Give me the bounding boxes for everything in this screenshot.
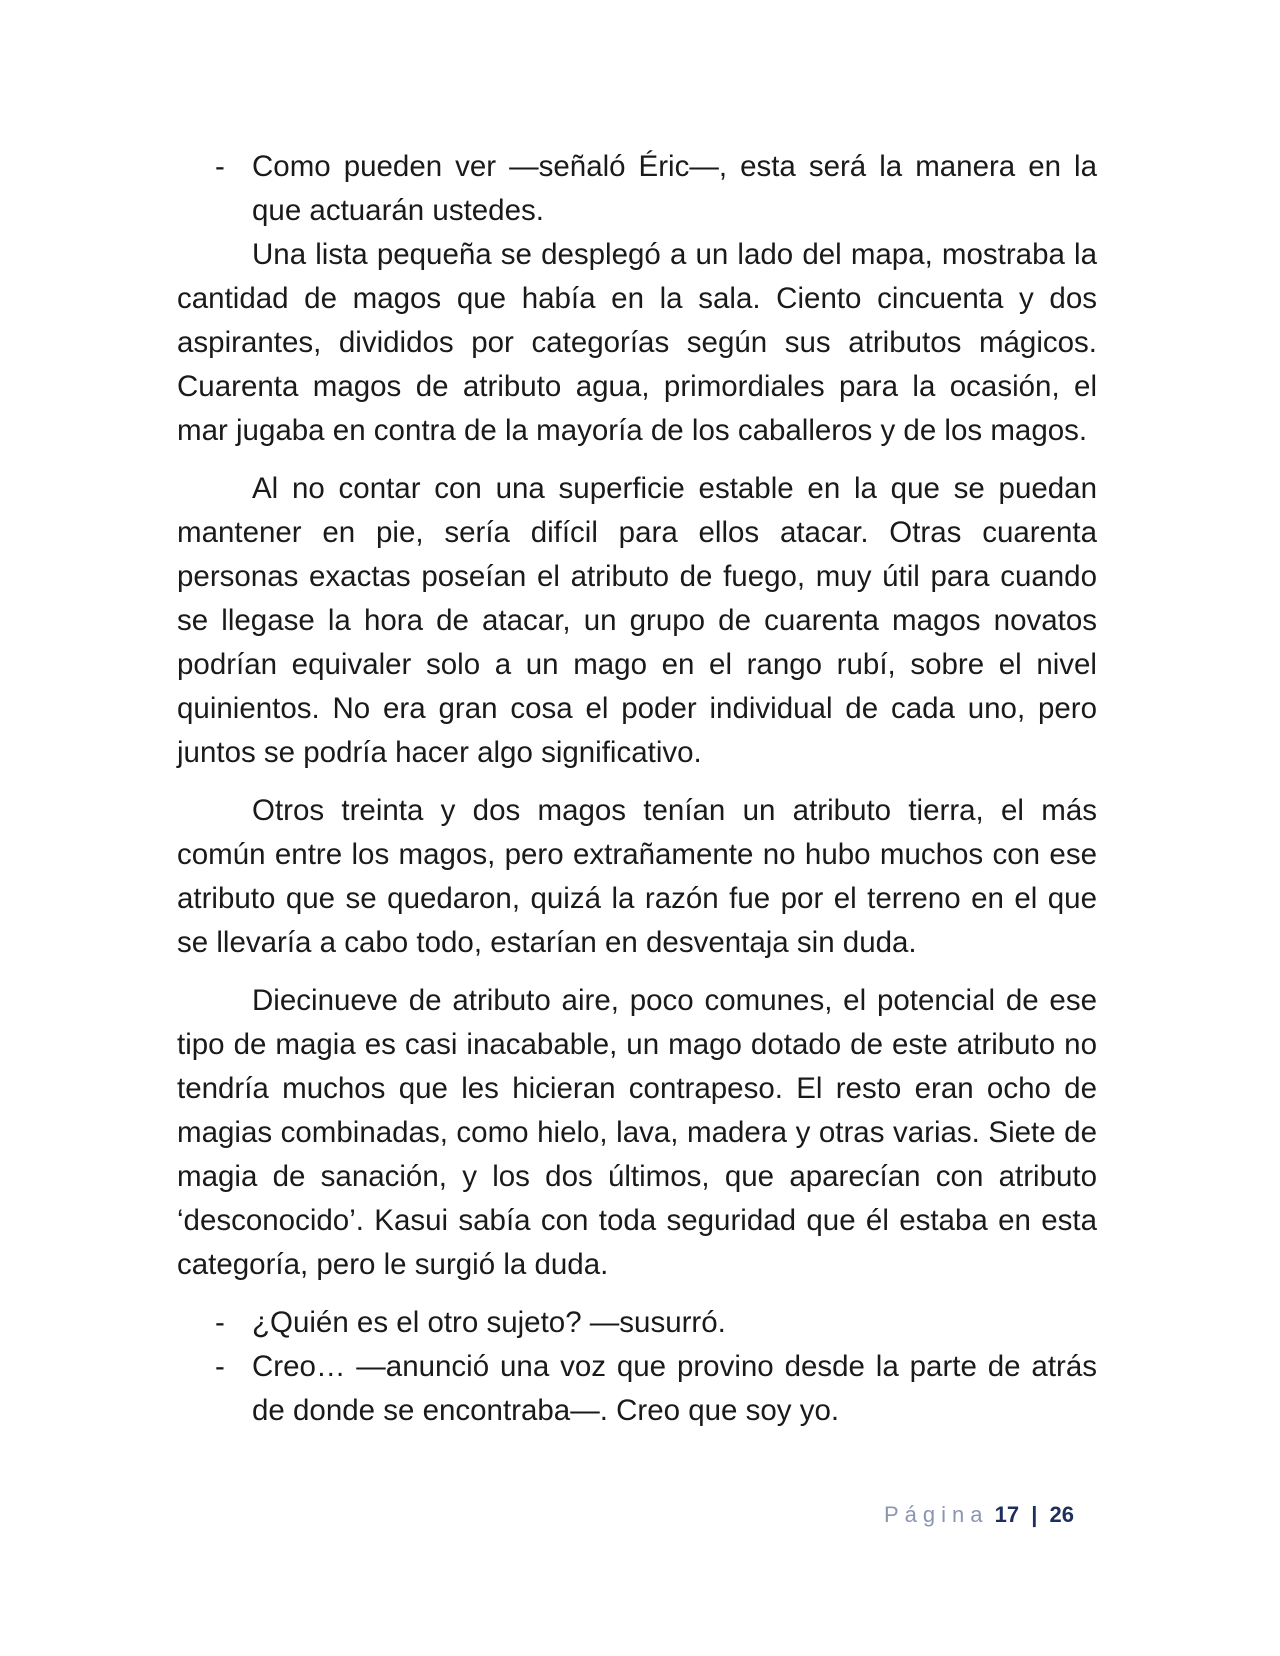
page-body bbox=[177, 145, 1097, 1433]
dialogue-line-question bbox=[177, 1301, 1097, 1345]
dialogue-text: Como pueden ver —señaló Éric—, esta será la manera en la que actuarán ustedes. bbox=[252, 150, 1097, 227]
paragraph-earth-attribute: Otros treinta y dos magos tenían un atributo tierra, el más común entre los magos, pero extrañamente no hubo muchos con ese atributo que se quedaron, quizá la razón fue por el terreno en el que se llevaría a cabo todo, estarían en desventaja sin duda. bbox=[177, 794, 1097, 959]
paragraph-fire-attribute: Al no contar con una superficie estable en la que se puedan mantener en pie, sería difícil para ellos atacar. Otras cuarenta personas exactas poseían el atributo de fuego, muy útil para cuando se llegase la hora de atacar, un grupo de cuarenta magos novatos podrían equivaler solo a un mago en el rango rubí, sobre el nivel quinientos. No era gran cosa el poder individual de cada uno, pero juntos se podría hacer algo significativo. bbox=[177, 472, 1097, 769]
dialogue-dash: - bbox=[215, 1306, 225, 1339]
dialogue-line-eric bbox=[177, 145, 1097, 233]
page-number-current: 17 bbox=[994, 1502, 1020, 1527]
page-number-separator: | bbox=[1031, 1502, 1038, 1527]
dialogue-text: ¿Quién es el otro sujeto? —susurró. bbox=[252, 1306, 726, 1339]
dialogue-line-answer bbox=[177, 1345, 1097, 1433]
dialogue-dash: - bbox=[215, 1350, 225, 1383]
dialogue-dash: - bbox=[215, 150, 225, 183]
paragraph-air-attribute: Diecinueve de atributo aire, poco comunes, el potencial de ese tipo de magia es casi inacabable, un mago dotado de este atributo no tendría muchos que les hicieran contrapeso. El resto eran ocho de magias combinadas, como hielo, lava, madera y otras varias. Siete de magia de sanación, y los dos últimos, que aparecían con atributo ‘desconocido’. Kasui sabía con toda seguridad que él estaba en esta categoría, pero le surgió la duda. bbox=[177, 984, 1097, 1281]
paragraph-list-of-mages: Una lista pequeña se desplegó a un lado del mapa, mostraba la cantidad de magos que había en la sala. Ciento cincuenta y dos aspirantes, divididos por categorías según sus atributos mágicos. Cuarenta magos de atributo agua, primordiales para la ocasión, el mar jugaba en contra de la mayoría de los caballeros y de los magos. bbox=[177, 238, 1097, 447]
page-label: Página bbox=[883, 1502, 989, 1527]
page-number-total: 26 bbox=[1049, 1502, 1074, 1527]
dialogue-text: Creo… —anunció una voz que provino desde la parte de atrás de donde se encontraba—. Creo que soy yo. bbox=[252, 1350, 1097, 1427]
page-footer bbox=[884, 1500, 1074, 1530]
